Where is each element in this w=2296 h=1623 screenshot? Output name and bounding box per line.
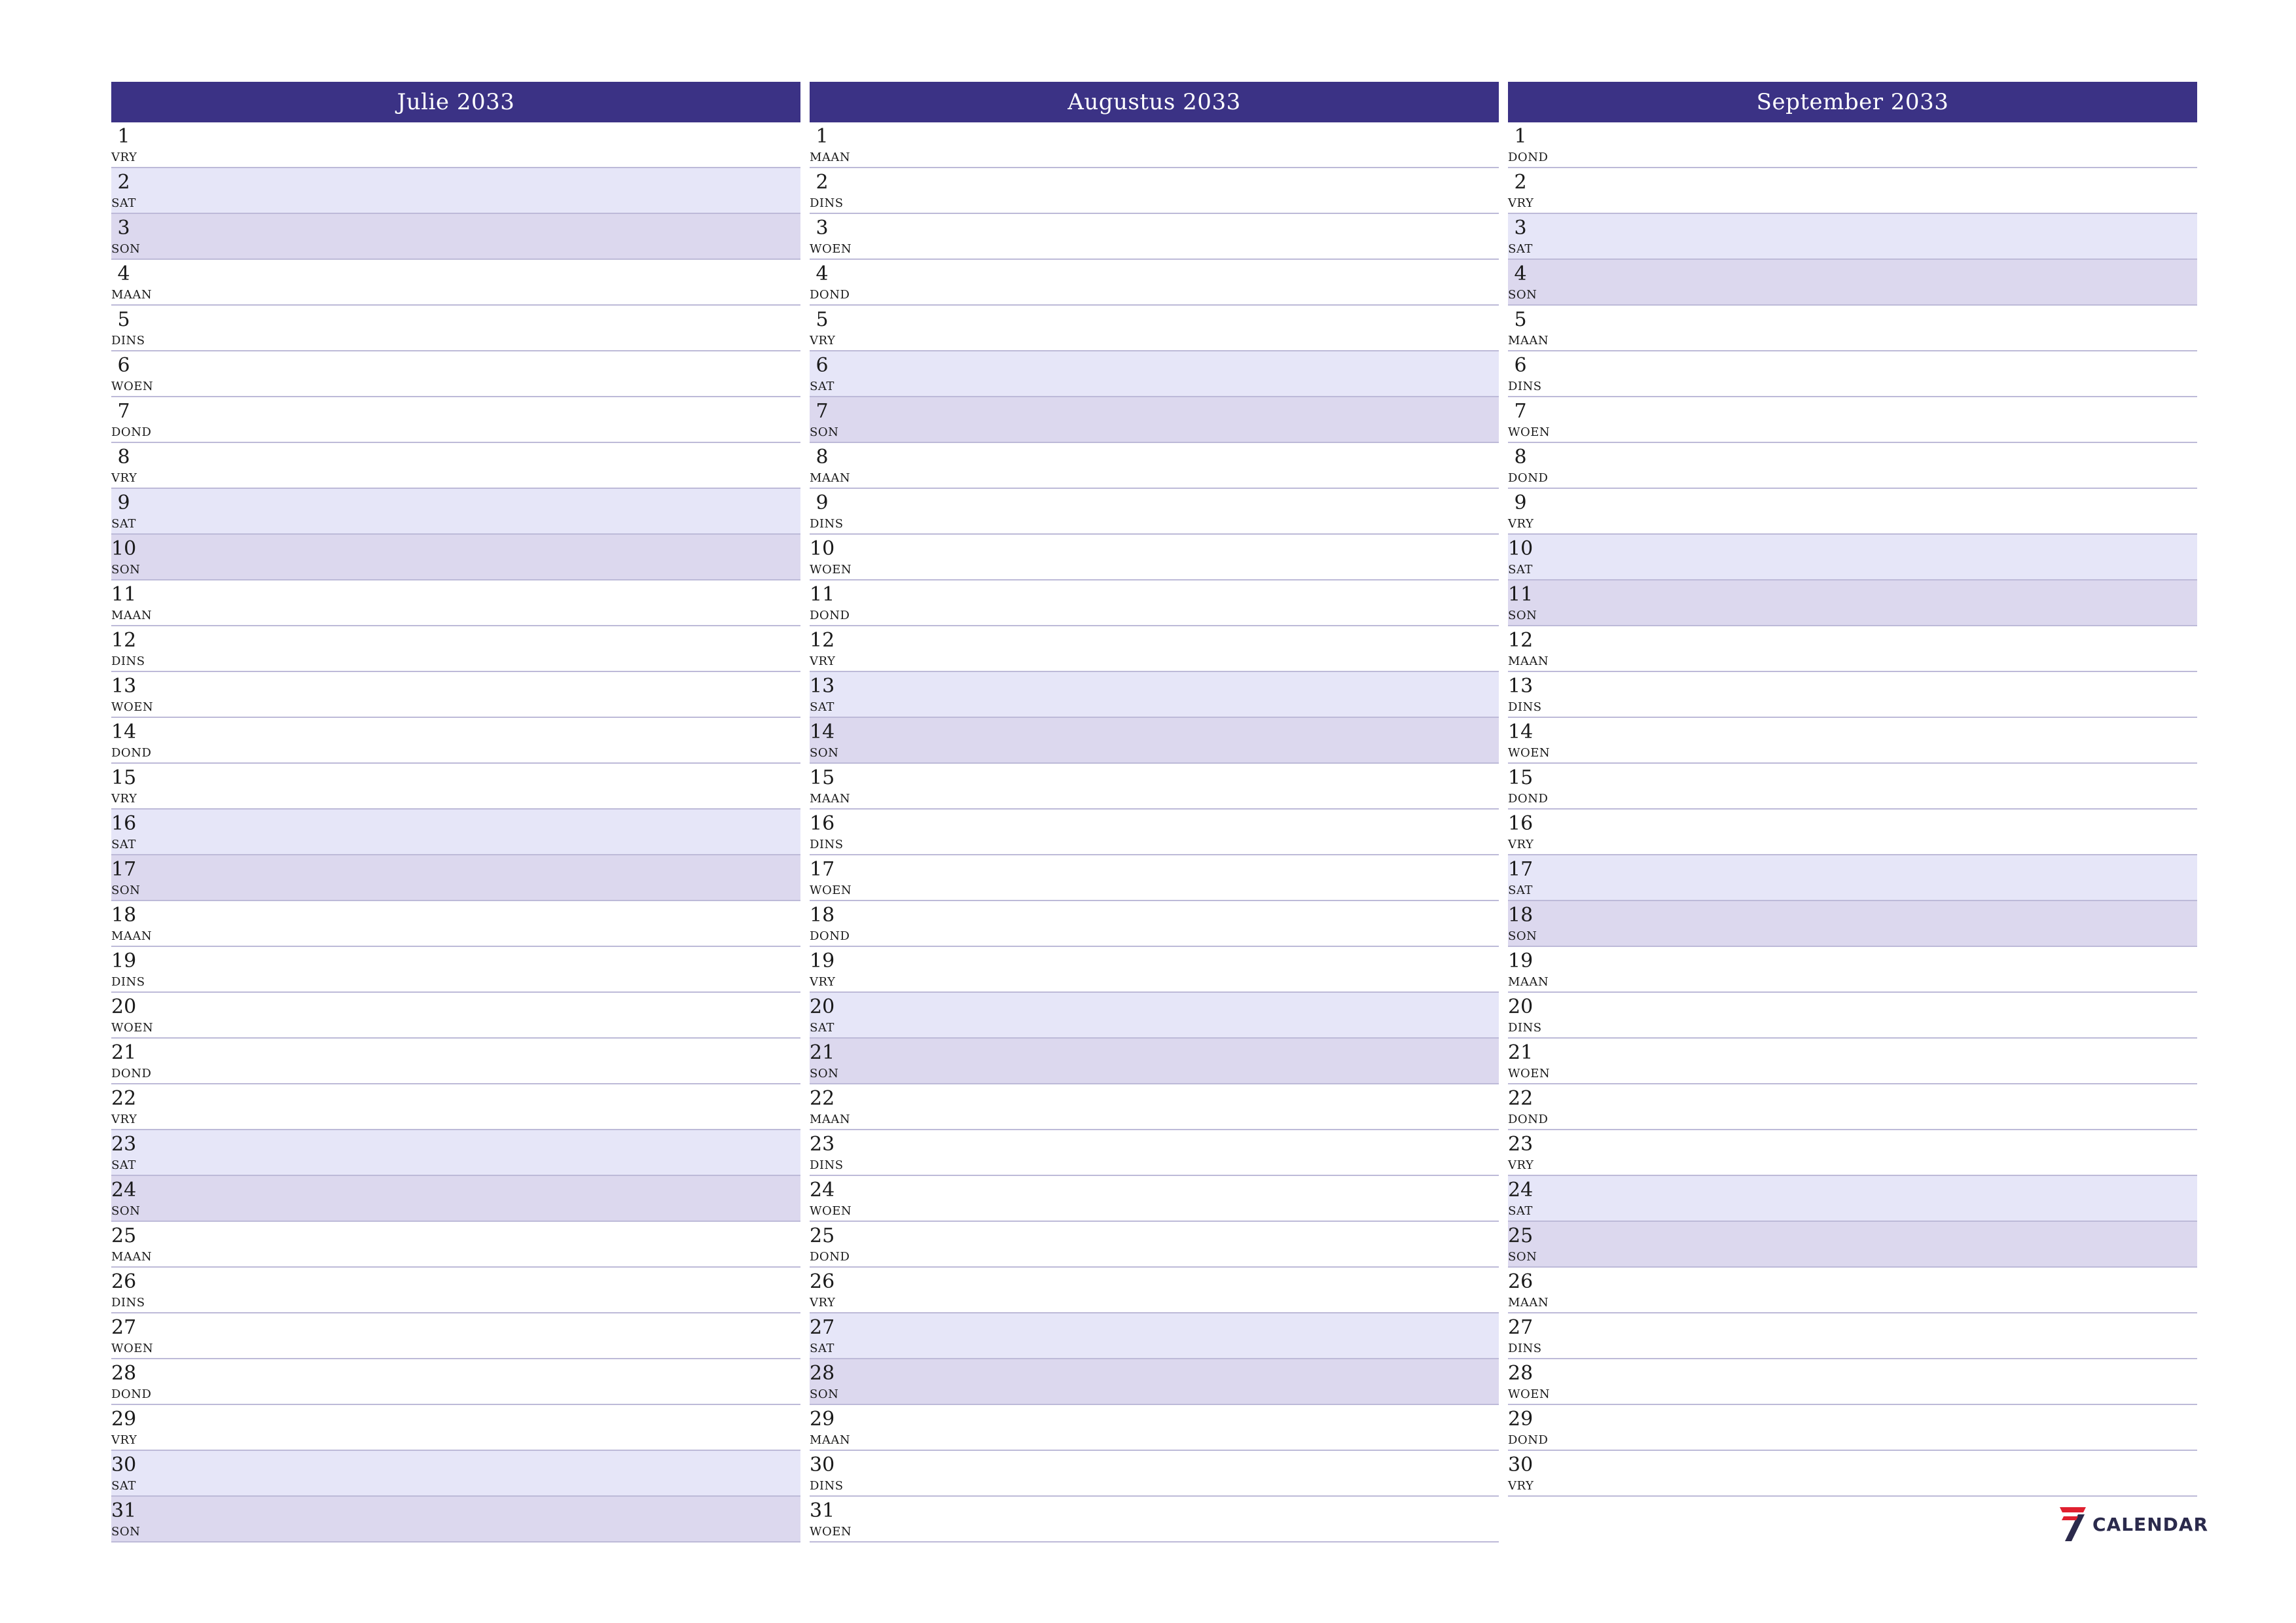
day-row <box>1508 1039 2197 1084</box>
day-number: 5 <box>1514 308 1527 331</box>
day-number: 6 <box>117 354 130 377</box>
day-name: DINS <box>810 517 844 531</box>
day-row <box>810 260 1499 306</box>
day-list <box>111 122 800 1543</box>
day-row <box>810 1313 1499 1359</box>
day-name: SAT <box>1508 563 1533 577</box>
day-number: 5 <box>816 308 829 331</box>
month-column <box>1508 82 2197 1543</box>
day-row <box>1508 901 2197 947</box>
day-row <box>1508 122 2197 168</box>
day-number: 20 <box>1508 995 1534 1018</box>
day-number: 19 <box>810 950 835 972</box>
day-number: 27 <box>810 1316 835 1339</box>
day-name: DINS <box>1508 380 1542 393</box>
day-number: 10 <box>810 537 835 560</box>
day-name: SAT <box>1508 883 1533 897</box>
day-name: DINS <box>810 838 844 851</box>
day-row <box>1508 626 2197 672</box>
day-number: 19 <box>1508 950 1534 972</box>
day-row <box>810 901 1499 947</box>
day-name: VRY <box>1508 1158 1534 1172</box>
day-row <box>810 993 1499 1039</box>
day-name: MAAN <box>111 929 152 943</box>
day-number: 11 <box>810 583 835 606</box>
day-name: VRY <box>111 151 137 164</box>
day-name: DINS <box>111 1296 145 1310</box>
day-name: SON <box>111 1204 141 1218</box>
day-row <box>1508 672 2197 718</box>
day-name: MAAN <box>810 1433 851 1447</box>
day-row <box>111 214 800 260</box>
day-number: 18 <box>1508 904 1534 927</box>
day-number: 26 <box>1508 1270 1534 1293</box>
day-row <box>1508 855 2197 901</box>
day-name: SON <box>810 746 839 760</box>
day-row <box>1508 1313 2197 1359</box>
day-row <box>1508 214 2197 260</box>
calendar-grid <box>111 82 2198 1543</box>
day-name: SAT <box>810 700 834 714</box>
day-name: WOEN <box>1508 425 1551 439</box>
day-number: 1 <box>117 125 130 148</box>
day-number: 11 <box>1508 583 1534 606</box>
day-number: 16 <box>1508 812 1534 835</box>
month-title: Augustus 2033 <box>810 82 1499 122</box>
day-name: DOND <box>1508 1433 1549 1447</box>
day-name: WOEN <box>111 1021 154 1035</box>
day-row <box>111 993 800 1039</box>
day-number: 8 <box>1514 446 1527 469</box>
day-number: 29 <box>1508 1408 1534 1431</box>
day-name: DINS <box>1508 1342 1542 1355</box>
day-number: 4 <box>117 262 130 285</box>
day-number: 29 <box>111 1408 137 1431</box>
day-name: DINS <box>111 654 145 668</box>
day-name: MAAN <box>111 609 152 622</box>
day-number: 28 <box>1508 1362 1534 1385</box>
day-number: 13 <box>111 675 137 698</box>
day-row <box>111 122 800 168</box>
day-row <box>111 1497 800 1543</box>
day-number: 9 <box>117 491 130 514</box>
day-row <box>810 1084 1499 1130</box>
seven-logo-icon <box>2058 1506 2087 1543</box>
day-name: SON <box>111 883 141 897</box>
day-name: SAT <box>1508 242 1533 256</box>
day-number: 18 <box>810 904 835 927</box>
day-row <box>1508 764 2197 810</box>
day-number: 2 <box>117 171 130 194</box>
day-name: VRY <box>1508 517 1534 531</box>
day-number: 16 <box>810 812 835 835</box>
day-list <box>810 122 1499 1543</box>
day-number: 3 <box>117 217 130 240</box>
day-name: DOND <box>810 1250 850 1264</box>
day-name: MAAN <box>111 288 152 302</box>
day-name: SON <box>111 563 141 577</box>
day-number: 7 <box>117 400 130 423</box>
day-number: 12 <box>810 629 835 652</box>
day-number: 15 <box>810 766 835 789</box>
day-name: MAAN <box>1508 975 1549 989</box>
day-name: VRY <box>111 1433 137 1447</box>
day-number: 15 <box>111 766 137 789</box>
day-row <box>810 810 1499 855</box>
day-number: 4 <box>1514 262 1527 285</box>
day-name: DOND <box>111 1387 152 1401</box>
day-row <box>1508 351 2197 397</box>
day-name: VRY <box>1508 196 1534 210</box>
day-name: SAT <box>111 1158 136 1172</box>
day-number: 21 <box>111 1041 137 1064</box>
day-number: 17 <box>111 858 137 881</box>
day-name: SAT <box>810 1021 834 1035</box>
day-row <box>111 443 800 489</box>
day-number: 24 <box>1508 1179 1534 1202</box>
day-number: 26 <box>810 1270 835 1293</box>
day-name: DINS <box>111 334 145 348</box>
day-number: 20 <box>810 995 835 1018</box>
day-name: SAT <box>111 838 136 851</box>
day-row <box>111 306 800 351</box>
day-row <box>111 351 800 397</box>
day-name: SAT <box>111 196 136 210</box>
day-number: 2 <box>816 171 829 194</box>
day-row <box>111 1130 800 1176</box>
day-name: MAAN <box>810 792 851 806</box>
day-number: 16 <box>111 812 137 835</box>
day-number: 17 <box>1508 858 1534 881</box>
day-row <box>111 1084 800 1130</box>
day-number: 1 <box>1514 125 1527 148</box>
day-name: SON <box>810 1067 839 1080</box>
day-row <box>810 1268 1499 1313</box>
day-row <box>810 580 1499 626</box>
day-row <box>810 672 1499 718</box>
day-number: 10 <box>111 537 137 560</box>
day-name: SON <box>810 1387 839 1401</box>
day-name: DOND <box>111 1067 152 1080</box>
day-name: DINS <box>111 975 145 989</box>
day-name: SON <box>1508 609 1537 622</box>
day-row <box>111 1451 800 1497</box>
day-number: 26 <box>111 1270 137 1293</box>
day-row <box>111 1039 800 1084</box>
logo-text: CALENDAR <box>2092 1513 2209 1535</box>
day-number: 18 <box>111 904 137 927</box>
day-name: SON <box>810 425 839 439</box>
day-number: 3 <box>816 217 829 240</box>
day-name: WOEN <box>111 380 154 393</box>
day-name: DINS <box>1508 700 1542 714</box>
day-name: SAT <box>810 1342 834 1355</box>
day-row <box>111 764 800 810</box>
day-row <box>810 214 1499 260</box>
day-number: 17 <box>810 858 835 881</box>
day-row <box>810 1039 1499 1084</box>
month-column <box>111 82 800 1543</box>
day-name: WOEN <box>810 242 852 256</box>
day-number: 9 <box>1514 491 1527 514</box>
day-row <box>1508 1268 2197 1313</box>
day-row <box>111 1313 800 1359</box>
day-name: DOND <box>1508 792 1549 806</box>
day-row <box>810 443 1499 489</box>
day-name: VRY <box>1508 838 1534 851</box>
day-row <box>111 535 800 580</box>
day-number: 27 <box>111 1316 137 1339</box>
day-name: WOEN <box>111 700 154 714</box>
day-name: DINS <box>810 196 844 210</box>
day-row <box>111 397 800 443</box>
day-name: SAT <box>111 1479 136 1493</box>
day-name: SON <box>1508 929 1537 943</box>
day-row <box>810 1176 1499 1222</box>
day-number: 28 <box>111 1362 137 1385</box>
day-row <box>810 306 1499 351</box>
day-row <box>111 1359 800 1405</box>
day-name: WOEN <box>111 1342 154 1355</box>
month-title: September 2033 <box>1508 82 2197 122</box>
day-row <box>1508 443 2197 489</box>
day-number: 22 <box>111 1087 137 1110</box>
day-row <box>111 489 800 535</box>
day-number: 24 <box>111 1179 137 1202</box>
day-number: 15 <box>1508 766 1534 789</box>
day-name: SAT <box>111 517 136 531</box>
day-row <box>1508 1222 2197 1268</box>
day-name: DOND <box>810 609 850 622</box>
day-row <box>1508 260 2197 306</box>
day-name: VRY <box>111 792 137 806</box>
day-row <box>111 1176 800 1222</box>
day-number: 21 <box>1508 1041 1534 1064</box>
day-row <box>1508 580 2197 626</box>
day-number: 7 <box>816 400 829 423</box>
day-name: VRY <box>810 975 836 989</box>
day-name: SON <box>111 1525 141 1539</box>
day-name: VRY <box>810 334 836 348</box>
day-name: WOEN <box>1508 1067 1551 1080</box>
day-name: DOND <box>1508 471 1549 485</box>
day-name: MAAN <box>810 151 851 164</box>
day-number: 9 <box>816 491 829 514</box>
day-name: DINS <box>1508 1021 1542 1035</box>
day-name: DOND <box>111 425 152 439</box>
day-name: SON <box>1508 288 1537 302</box>
month-title: Julie 2033 <box>111 82 800 122</box>
day-name: WOEN <box>810 883 852 897</box>
day-row <box>810 626 1499 672</box>
day-number: 1 <box>816 125 829 148</box>
day-number: 7 <box>1514 400 1527 423</box>
day-row <box>810 535 1499 580</box>
day-row <box>111 901 800 947</box>
day-number: 19 <box>111 950 137 972</box>
day-row <box>1508 993 2197 1039</box>
day-row <box>111 1268 800 1313</box>
day-name: VRY <box>810 1296 836 1310</box>
day-number: 13 <box>1508 675 1534 698</box>
day-number: 31 <box>810 1499 835 1522</box>
day-row <box>810 1405 1499 1451</box>
day-number: 23 <box>111 1133 137 1156</box>
day-row <box>810 1497 1499 1543</box>
day-row <box>810 168 1499 214</box>
day-row <box>1508 168 2197 214</box>
day-number: 30 <box>1508 1454 1534 1476</box>
day-number: 22 <box>1508 1087 1534 1110</box>
day-number: 10 <box>1508 537 1534 560</box>
day-number: 20 <box>111 995 137 1018</box>
day-row <box>1508 1405 2197 1451</box>
day-number: 25 <box>1508 1224 1534 1247</box>
day-number: 30 <box>111 1454 137 1476</box>
day-number: 28 <box>810 1362 835 1385</box>
day-number: 6 <box>816 354 829 377</box>
day-row <box>810 1451 1499 1497</box>
day-number: 4 <box>816 262 829 285</box>
day-row <box>111 1222 800 1268</box>
day-number: 14 <box>810 721 835 743</box>
day-row <box>1508 306 2197 351</box>
day-row <box>111 260 800 306</box>
day-row <box>810 718 1499 764</box>
day-number: 24 <box>810 1179 835 1202</box>
day-row <box>1508 1359 2197 1405</box>
day-row <box>1508 1176 2197 1222</box>
day-name: DOND <box>810 929 850 943</box>
day-name: DINS <box>810 1158 844 1172</box>
day-row <box>111 580 800 626</box>
day-number: 8 <box>117 446 130 469</box>
day-row <box>810 122 1499 168</box>
day-name: MAAN <box>810 471 851 485</box>
day-number: 6 <box>1514 354 1527 377</box>
day-row <box>810 397 1499 443</box>
day-name: SAT <box>1508 1204 1533 1218</box>
day-number: 13 <box>810 675 835 698</box>
day-row <box>1508 810 2197 855</box>
day-row <box>1508 1084 2197 1130</box>
day-row <box>1508 397 2197 443</box>
day-name: WOEN <box>810 1525 852 1539</box>
day-number: 23 <box>810 1133 835 1156</box>
day-name: WOEN <box>810 1204 852 1218</box>
day-number: 12 <box>111 629 137 652</box>
day-name: VRY <box>1508 1479 1534 1493</box>
day-row <box>810 855 1499 901</box>
day-row <box>111 855 800 901</box>
day-number: 8 <box>816 446 829 469</box>
day-row <box>810 1222 1499 1268</box>
day-name: DOND <box>1508 1113 1549 1126</box>
day-number: 22 <box>810 1087 835 1110</box>
day-name: MAAN <box>1508 334 1549 348</box>
day-number: 25 <box>810 1224 835 1247</box>
day-row <box>111 718 800 764</box>
day-row <box>1508 489 2197 535</box>
day-number: 30 <box>810 1454 835 1476</box>
day-number: 12 <box>1508 629 1534 652</box>
day-name: MAAN <box>1508 654 1549 668</box>
day-number: 14 <box>1508 721 1534 743</box>
day-number: 25 <box>111 1224 137 1247</box>
brand-logo <box>2058 1505 2208 1543</box>
day-row <box>111 947 800 993</box>
day-number: 31 <box>111 1499 137 1522</box>
day-name: VRY <box>810 654 836 668</box>
day-row <box>111 672 800 718</box>
day-name: VRY <box>111 1113 137 1126</box>
day-row <box>1508 535 2197 580</box>
day-row <box>810 489 1499 535</box>
day-name: MAAN <box>810 1113 851 1126</box>
day-row <box>111 626 800 672</box>
day-row <box>1508 718 2197 764</box>
day-row <box>111 810 800 855</box>
day-number: 5 <box>117 308 130 331</box>
day-number: 23 <box>1508 1133 1534 1156</box>
day-row <box>810 1130 1499 1176</box>
day-name: DOND <box>810 288 850 302</box>
day-row <box>810 764 1499 810</box>
day-number: 29 <box>810 1408 835 1431</box>
day-number: 14 <box>111 721 137 743</box>
day-row <box>810 351 1499 397</box>
day-name: MAAN <box>111 1250 152 1264</box>
day-number: 27 <box>1508 1316 1534 1339</box>
day-name: SON <box>111 242 141 256</box>
month-column <box>810 82 1499 1543</box>
day-name: DOND <box>1508 151 1549 164</box>
day-name: VRY <box>111 471 137 485</box>
day-number: 11 <box>111 583 137 606</box>
day-name: SON <box>1508 1250 1537 1264</box>
day-number: 3 <box>1514 217 1527 240</box>
day-number: 21 <box>810 1041 835 1064</box>
day-name: DOND <box>111 746 152 760</box>
day-row <box>1508 947 2197 993</box>
day-name: MAAN <box>1508 1296 1549 1310</box>
day-row <box>810 947 1499 993</box>
day-list <box>1508 122 2197 1497</box>
day-row <box>1508 1451 2197 1497</box>
day-row <box>111 168 800 214</box>
day-name: SAT <box>810 380 834 393</box>
day-row <box>111 1405 800 1451</box>
day-name: DINS <box>810 1479 844 1493</box>
day-row <box>810 1359 1499 1405</box>
day-name: WOEN <box>810 563 852 577</box>
day-name: WOEN <box>1508 746 1551 760</box>
day-name: WOEN <box>1508 1387 1551 1401</box>
day-row <box>1508 1130 2197 1176</box>
day-number: 2 <box>1514 171 1527 194</box>
